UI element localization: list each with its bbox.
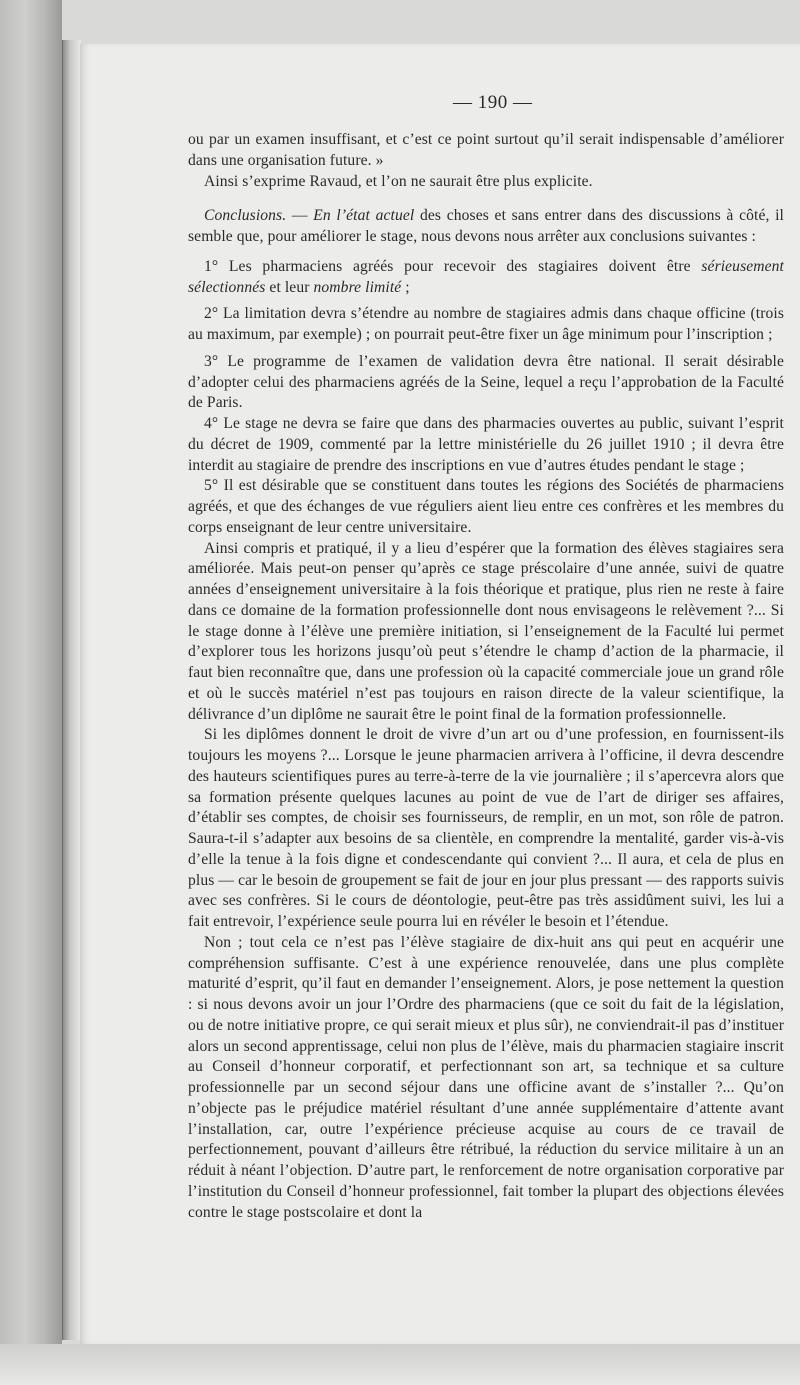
conclusion-item-3: 3° Le programme de l’examen de validation devra être national. Il serait désirable d’adopter celui des pharmaciens agréés de la Seine, lequel a reçu l’approbation de la Faculté de Paris.	[188, 352, 784, 412]
conclusion-1-text-b: et leur	[265, 278, 314, 296]
body-text	[188, 130, 784, 1223]
paragraph-diplomes: Si les diplômes donnent le droit de vivre d’un art ou d’une profession, en fournissent-ils toujours les moyens ?... Lorsque le jeune pharmacien arrivera à l’officine, il devra descendre des hauteurs scientifiques pures au terre-à-terre de la vie journalière ; il s’apercevra alors que sa formation présente quelques lacunes au point de vue de l’art de diriger ses affaires, d’établir ses comptes, de choisir ses fournisseurs, de remplir, en un mot, son rôle de patron. Saura-t-il s’adapter aux besoins de sa clientèle, en comprendre la mentalité, garder vis-à-vis d’elle la tenue à la fois digne et condescendante qui convient ?... Il aura, et cela de plus en plus — car le besoin de groupement se fait de jour en jour plus pressant — des rapports suivis avec ses confrères. Si le cours de déontologie, peut-être pas très assidûment suivi, les lui a fait entrevoir, l’expérience seule pourra lui en révéler le besoin et l’étendue.	[188, 726, 784, 930]
conclusion-item-2: 2° La limitation devra s’étendre au nombre de stagiaires admis dans chaque officine (trois au maximum, par exemple) ; on pourrait peut-être fixer un âge minimum pour l’inscription ;	[188, 305, 784, 343]
scan-bottom-edge	[0, 1344, 800, 1385]
paragraph-quote-end: ou par un examen insuffisant, et c’est ce point surtout qu’il serait indispensable d’améliorer dans une organisation future. »	[188, 131, 784, 169]
book-spine	[62, 40, 81, 1340]
conclusion-item-4: 4° Le stage ne devra se faire que dans des pharmacies ouvertes au public, suivant l’esprit du décret de 1909, commenté par la lettre ministérielle du 26 juillet 1910 ; il devra être interdit au stagiaire de prendre des inscriptions en vue d’autres études pendant le stage ;	[188, 415, 784, 474]
conclusions-italic: En l’état actuel	[313, 207, 415, 225]
paragraph-non: Non ; tout cela ce n’est pas l’élève stagiaire de dix-huit ans qui peut en acquérir une compréhension suffisante. C’est à une expérience renouvelée, dans une plus complète maturité d’esprit, qu’il faut en demander l’enseignement. Alors, je pose nettement la question : si nous devons avoir un jour l’Ordre des pharmaciens (que ce soit du fait de la législation, ou de notre initiative propre, ce qui serait mieux et plus sûr), ne conviendrait-il pas d’instituer alors un second apprentissage, celui non plus de l’élève, mais du pharmacien stagiaire inscrit au Conseil d’honneur corporatif, et perfectionnant son art, sa technique et sa culture professionnelle par un second séjour dans une officine avant de s’installer ?... Qu’on n’objecte pas le préjudice matériel résultant d’une année supplémentaire d’attente avant l’installation, car, outre l’expérience précieuse acquise au cours de ce travail de perfectionnement, pouvant d’ailleurs être rétribué, la réduction du service militaire à un an réduit à néant l’objection. D’autre part, le renforcement de notre organisation corporative par l’institution du Conseil d’honneur professionnel, fait tomber la plupart des objections élevées contre le stage postscolaire et dont la	[188, 933, 784, 1221]
scan-margin	[0, 0, 62, 1385]
paragraph-conclusions	[188, 206, 784, 248]
paragraph-ravaud: Ainsi s’exprime Ravaud, et l’on ne saurait être plus explicite.	[204, 172, 593, 190]
page-number: — 190 —	[453, 92, 533, 113]
conclusions-dash: —	[286, 207, 314, 225]
conclusions-heading: Conclusions.	[204, 207, 287, 225]
paragraph-ainsi-compris: Ainsi compris et pratiqué, il y a lieu d’espérer que la formation des élèves stagiaires sera améliorée. Mais peut-on penser qu’après ce stage préscolaire d’une année, suivi de quatre années d’enseignement universitaire à la fois théorique et pratique, plus rien ne reste à faire dans ce domaine de la formation professionnelle dont nous envisageons le relèvement ?... Si le stage donne à l’élève une première initiation, si l’enseignement de la Faculté lui permet d’explorer tous les horizons jusqu’où peut s’étendre le champ d’action de la pharmacie, il faut bien reconnaître que, dans une profession où la capacité commerciale joue un grand rôle et où le succès matériel n’est pas toujours en raison directe de la valeur scientifique, la délivrance d’un diplôme ne saurait être le point final de la formation professionnelle.	[188, 539, 784, 723]
conclusion-item-5: 5° Il est désirable que se constituent dans toutes les régions des Sociétés de pharmaciens agréés, et que des échanges de vue réguliers aient lieu entre ces confrères et les membres du corps enseignant de leur centre universitaire.	[188, 477, 784, 536]
conclusion-1-italic-b: nombre limité	[313, 278, 402, 296]
conclusion-item-1	[188, 257, 784, 299]
conclusion-1-text-a: 1° Les pharmaciens agréés pour recevoir des stagiaires doivent être	[204, 257, 702, 275]
conclusion-1-text-c: ;	[401, 278, 410, 296]
conclusions-text: des choses et sans entrer dans des discussions à côté, il semble que, pour améliorer le stage, nous devons nous arrêter aux conclusions suivantes :	[188, 207, 784, 245]
conclusion-1-italic-a: sérieusement sélectionnés	[188, 257, 784, 296]
